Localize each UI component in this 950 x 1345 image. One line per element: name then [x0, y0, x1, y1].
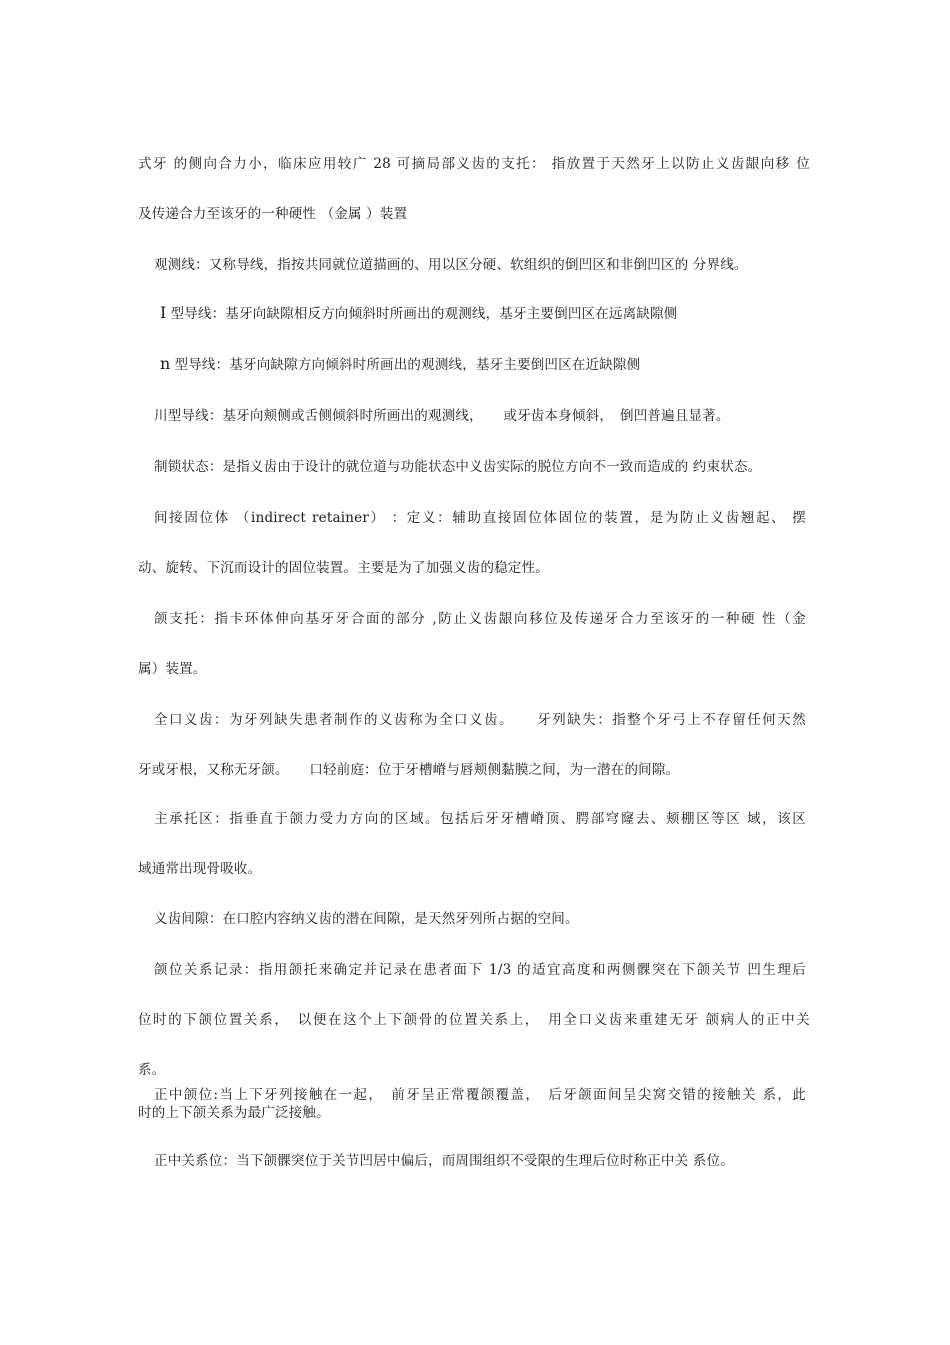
text-line-2: 及传递合力至该牙的一种硬性 （金属 ）装置 — [138, 206, 408, 222]
text-line-denture-space: 义齿间隙：在口腔内容纳义齿的潜在间隙，是天然牙列所占据的空间。 — [154, 911, 579, 927]
type-numeral: n — [160, 354, 171, 373]
text-line-indirect-retainer: 间接固位体 （indirect retainer） ：定义：辅助直接固位体固位的装置，是为防止义齿翘起、 摆 — [154, 510, 806, 526]
text-line-centric-occlusion: 正中颌位:当上下牙列接触在一起， 前牙呈正常覆颌覆盖， 后牙颌面间呈尖窝交错的接触关 系，此 — [154, 1087, 806, 1103]
text-line-type-iii: 川型导线：基牙向颊侧或舌侧倾斜时所画出的观测线， 或牙齿本身倾斜， 倒凹普遍且显著。 — [154, 408, 730, 424]
type-text: 型导线：基牙向缺隙方向倾斜时所画出的观测线，基牙主要倒凹区在近缺隙侧 — [174, 357, 641, 373]
text-line-centric-occlusion-cont: 时的上下颌关系为最广泛接触。 — [138, 1105, 330, 1121]
text-line-type-ii — [160, 356, 640, 373]
text-line-locking-state: 制锁状态：是指义齿由于设计的就位道与功能状态中义齿实际的脱位方向不一致而造成的 约束状态。 — [154, 459, 762, 475]
text-line-jaw-relation-end: 系。 — [138, 1062, 166, 1078]
text-line-primary-support: 主承托区：指垂直于颌力受力方向的区域。包括后牙牙槽嵴顶、腭部穹窿去、颊棚区等区 域，该区 — [154, 811, 806, 827]
text-line-jaw-relation: 颌位关系记录：指用颌托来确定并记录在患者面下 1/3 的适宜高度和两侧髁突在下颌关节 凹生理后 — [154, 962, 806, 978]
text-line-1: 式牙 的侧向合力小，临床应用较广 28 可摘局部义齿的支托： 指放置于天然牙上以防止义齿龈向移 位 — [138, 156, 810, 172]
text-line-type-i — [160, 305, 677, 322]
type-text: 型导线：基牙向缺隙相反方向倾斜时所画出的观测线，基牙主要倒凹区在远离缺隙侧 — [170, 306, 678, 322]
text-line-occlusal-rest: 颌支托：指卡环体伸向基牙牙合面的部分 ,防止义齿龈向移位及传递牙合力至该牙的一种硬 性（金 — [154, 611, 806, 627]
text-line-complete-denture: 全口义齿：为牙列缺失患者制作的义齿称为全口义齿。 牙列缺失：指整个牙弓上不存留任何天然 — [154, 712, 806, 728]
text-line-primary-support-cont: 域通常出现骨吸收。 — [138, 861, 262, 877]
text-line-occlusal-rest-cont: 属）装置。 — [138, 661, 207, 677]
text-line-indirect-retainer-cont: 动、旋转、下沉而设计的固位装置。主要是为了加强义齿的稳定性。 — [138, 560, 549, 576]
text-line-centric-relation: 正中关系位：当下颌髁突位于关节凹居中偏后，而周围组织不受限的生理后位时称正中关 系位。 — [154, 1153, 734, 1169]
text-line-observation-line: 观测线：又称导线，指按共同就位道描画的、用以区分硬、软组织的倒凹区和非倒凹区的 分界线。 — [154, 257, 748, 273]
text-line-jaw-relation-cont: 位时的下颌位置关系， 以便在这个上下颌骨的位置关系上， 用全口义齿来重建无牙 颌病人的正中关 — [138, 1012, 810, 1028]
type-numeral: I — [160, 303, 167, 322]
text-line-edentulous: 牙或牙根，又称无牙颌。 口轻前庭：位于牙槽嵴与唇颊侧黏膜之间，为一潜在的间隙。 — [138, 762, 680, 778]
